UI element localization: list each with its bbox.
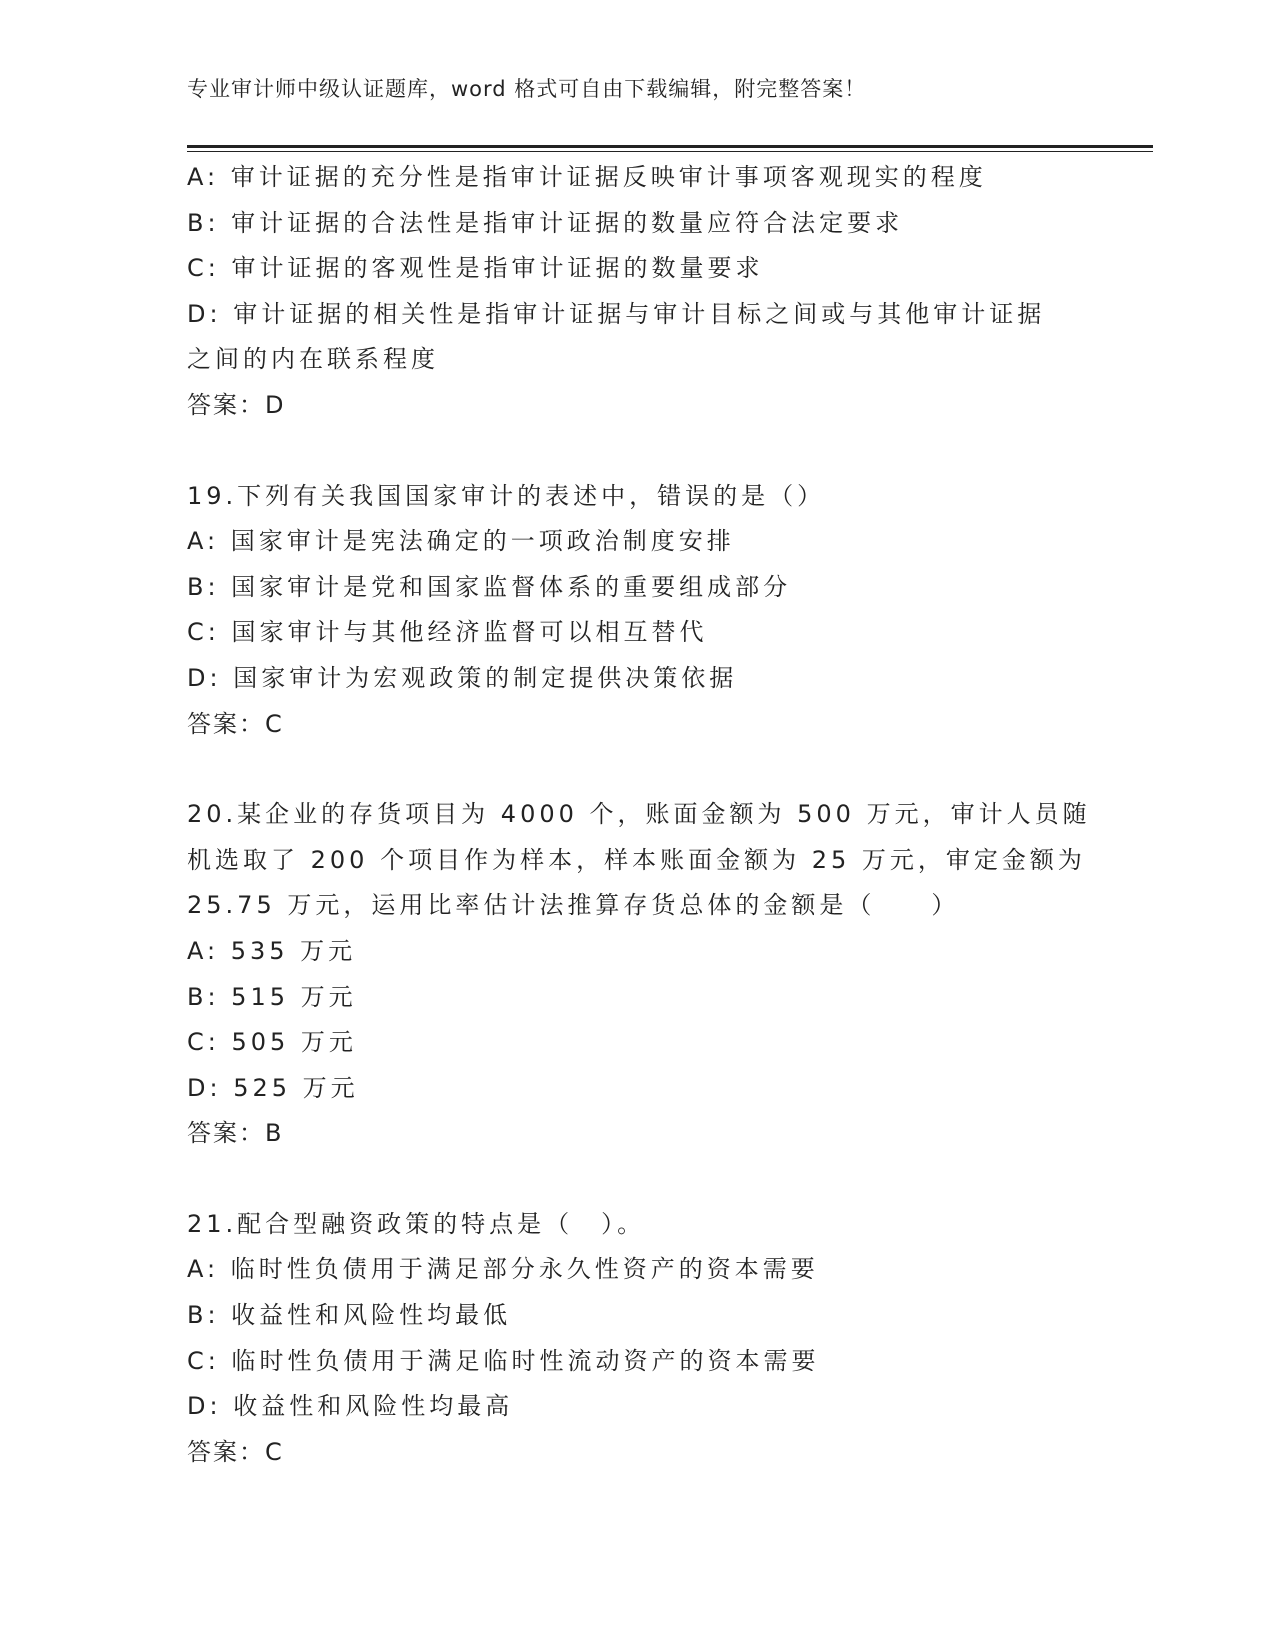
- option-c: C: 临时性负债用于满足临时性流动资产的资本需要: [187, 1346, 820, 1375]
- document-body: [187, 155, 1091, 1475]
- question-18: [187, 155, 1087, 429]
- document-header: 专业审计师中级认证题库，word 格式可自由下载编辑，附完整答案！: [187, 77, 867, 101]
- answer: 答案：C: [187, 709, 284, 738]
- answer: 答案：D: [187, 390, 286, 419]
- option-d: D: 国家审计为宏观政策的制定提供决策依据: [187, 663, 738, 692]
- question-text: 21.配合型融资政策的特点是（ ）。: [187, 1209, 646, 1238]
- option-c: C: 505 万元: [187, 1028, 357, 1057]
- question-19: [187, 474, 1087, 748]
- option-d: D: 审计证据的相关性是指审计证据与审计目标之间或与其他审计证据: [187, 299, 1046, 328]
- option-b: B: 515 万元: [187, 982, 357, 1011]
- option-c: C: 国家审计与其他经济监督可以相互替代: [187, 618, 708, 647]
- question-text: 20.某企业的存货项目为 4000 个，账面金额为 500 万元，审计人员随: [187, 800, 1091, 829]
- answer: 答案：C: [187, 1437, 284, 1466]
- option-b: B: 审计证据的合法性是指审计证据的数量应符合法定要求: [187, 208, 904, 237]
- question-text: 19.下列有关我国国家审计的表述中，错误的是（）: [187, 481, 826, 510]
- option-d: D: 525 万元: [187, 1073, 359, 1102]
- question-21: [187, 1202, 1087, 1476]
- header-rule-thin: [187, 151, 1153, 152]
- option-a: A: 临时性负债用于满足部分永久性资产的资本需要: [187, 1255, 819, 1284]
- question-20: [187, 792, 1091, 1157]
- option-a: A: 535 万元: [187, 936, 357, 965]
- option-a: A: 国家审计是宪法确定的一项政治制度安排: [187, 527, 735, 556]
- option-b: B: 国家审计是党和国家监督体系的重要组成部分: [187, 572, 792, 601]
- option-b: B: 收益性和风险性均最低: [187, 1301, 512, 1330]
- spacer: [187, 747, 1087, 792]
- answer: 答案：B: [187, 1119, 284, 1148]
- header-rule: [187, 145, 1153, 148]
- spacer: [187, 429, 1087, 474]
- option-d-continued: 之间的内在联系程度: [187, 345, 439, 374]
- spacer: [187, 1157, 1087, 1202]
- question-text-continued: 机选取了 200 个项目作为样本，样本账面金额为 25 万元，审定金额为: [187, 845, 1086, 874]
- option-a: A: 审计证据的充分性是指审计证据反映审计事项客观现实的程度: [187, 163, 987, 191]
- option-d: D: 收益性和风险性均最高: [187, 1392, 514, 1421]
- option-c: C: 审计证据的客观性是指审计证据的数量要求: [187, 254, 764, 283]
- question-text-continued: 25.75 万元，运用比率估计法推算存货总体的金额是（ ）: [187, 891, 960, 920]
